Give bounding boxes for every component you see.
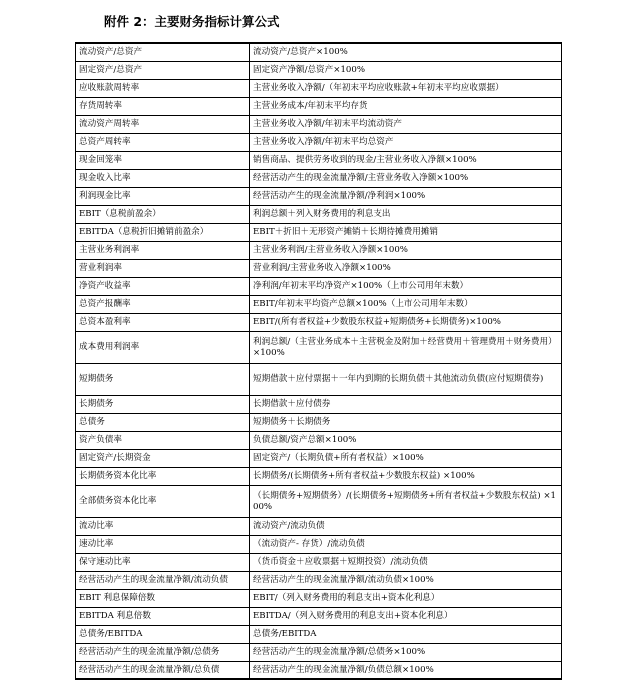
indicator-formula: 主营业务收入净额/年初末平均流动资产 (250, 115, 562, 133)
indicator-formula: 营业利润/主营业务收入净额×100% (250, 259, 562, 277)
indicator-formula: 总债务/EBITDA (250, 625, 562, 643)
table-row (76, 115, 562, 133)
indicator-formula: EBIT/（列入财务费用的利息支出+资本化利息） (250, 589, 562, 607)
table-row (76, 413, 562, 431)
indicator-formula: 经营活动产生的现金流量净额/总债务×100% (250, 643, 562, 661)
table-row (76, 553, 562, 571)
indicator-formula: 经营活动产生的现金流量净额/流动负债×100% (250, 571, 562, 589)
table-row (76, 79, 562, 97)
table-row (76, 187, 562, 205)
indicator-formula: EBIT/年初末平均资产总额×100%（上市公司用年末数） (250, 295, 562, 313)
indicator-name: 存货周转率 (76, 97, 250, 115)
table-row (76, 535, 562, 553)
indicator-name: 固定资产/总资产 (76, 61, 250, 79)
indicator-formula: 利润总额/（主营业务成本＋主营税金及附加＋经营费用＋管理费用＋财务费用）×100% (250, 331, 562, 363)
indicator-formula: 主营业务收入净额/年初末平均总资产 (250, 133, 562, 151)
indicator-name: 主营业务利润率 (76, 241, 250, 259)
formula-table-body (76, 43, 562, 679)
indicator-name: 保守速动比率 (76, 553, 250, 571)
indicator-name: 营业利润率 (76, 259, 250, 277)
indicator-formula: 固定资产净额/总资产×100% (250, 61, 562, 79)
table-row (76, 431, 562, 449)
table-row (76, 625, 562, 643)
table-row (76, 43, 562, 61)
indicator-name: 总债务 (76, 413, 250, 431)
table-row (76, 485, 562, 517)
indicator-name: EBITDA（息税折旧摊销前盈余） (76, 223, 250, 241)
indicator-formula: 固定资产/（长期负债+所有者权益）×100% (250, 449, 562, 467)
indicator-name: 长期债务 (76, 395, 250, 413)
indicator-name: 现金收入比率 (76, 169, 250, 187)
indicator-formula: 负债总额/资产总额×100% (250, 431, 562, 449)
table-row (76, 467, 562, 485)
indicator-name: 资产负债率 (76, 431, 250, 449)
table-row (76, 133, 562, 151)
indicator-name: 总债务/EBITDA (76, 625, 250, 643)
indicator-formula: 流动资产/总资产×100% (250, 43, 562, 61)
indicator-formula: 销售商品、提供劳务收到的现金/主营业务收入净额×100% (250, 151, 562, 169)
indicator-formula: 主营业务利润/主营业务收入净额×100% (250, 241, 562, 259)
table-row (76, 607, 562, 625)
indicator-name: 总资产报酬率 (76, 295, 250, 313)
table-row (76, 643, 562, 661)
indicator-formula: 短期借款＋应付票据＋一年内到期的长期负债＋其他流动负债(应付短期债券) (250, 363, 562, 395)
indicator-name: 净资产收益率 (76, 277, 250, 295)
indicator-name: 总资本盈利率 (76, 313, 250, 331)
indicator-name: 固定资产/长期资金 (76, 449, 250, 467)
indicator-formula: 长期债务/(长期债务+所有者权益+少数股东权益) ×100% (250, 467, 562, 485)
table-row (76, 313, 562, 331)
indicator-formula: 利润总额＋列入财务费用的利息支出 (250, 205, 562, 223)
indicator-name: EBIT 利息保障倍数 (76, 589, 250, 607)
indicator-formula: EBIT/(所有者权益+少数股东权益+短期债务+长期债务)×100% (250, 313, 562, 331)
indicator-formula: 短期债务＋长期债务 (250, 413, 562, 431)
indicator-formula: 净利润/年初末平均净资产×100%（上市公司用年末数） (250, 277, 562, 295)
indicator-name: 应收账款周转率 (76, 79, 250, 97)
table-row (76, 331, 562, 363)
table-row (76, 241, 562, 259)
table-row (76, 395, 562, 413)
indicator-formula: 流动资产/流动负债 (250, 517, 562, 535)
table-row (76, 449, 562, 467)
indicator-name: 短期债务 (76, 363, 250, 395)
table-row (76, 259, 562, 277)
table-row (76, 363, 562, 395)
indicator-formula: （货币资金＋应收票据＋短期投资）/流动负债 (250, 553, 562, 571)
indicator-formula: 长期借款＋应付债券 (250, 395, 562, 413)
table-row (76, 517, 562, 535)
indicator-name: 流动资产/总资产 (76, 43, 250, 61)
indicator-name: EBIT（息税前盈余） (76, 205, 250, 223)
indicator-name: 流动比率 (76, 517, 250, 535)
table-row (76, 589, 562, 607)
indicator-formula: 主营业务成本/年初末平均存货 (250, 97, 562, 115)
indicator-formula: （流动资产- 存货）/流动负债 (250, 535, 562, 553)
indicator-name: 全部债务资本化比率 (76, 485, 250, 517)
table-row (76, 223, 562, 241)
table-row (76, 97, 562, 115)
indicator-formula: EBIT＋折旧＋无形资产摊销＋长期待摊费用摊销 (250, 223, 562, 241)
indicator-formula: 经营活动产生的现金流量净额/负债总额×100% (250, 661, 562, 679)
table-row (76, 151, 562, 169)
indicator-name: 成本费用利润率 (76, 331, 250, 363)
indicator-name: 经营活动产生的现金流量净额/流动负债 (76, 571, 250, 589)
table-row (76, 205, 562, 223)
indicator-name: EBITDA 利息倍数 (76, 607, 250, 625)
indicator-formula: 主营业务收入净额/（年初末平均应收账款+年初末平均应收票据） (250, 79, 562, 97)
indicator-formula: EBITDA/（列入财务费用的利息支出+资本化利息） (250, 607, 562, 625)
indicator-name: 现金回笼率 (76, 151, 250, 169)
indicator-name: 经营活动产生的现金流量净额/总债务 (76, 643, 250, 661)
table-row (76, 571, 562, 589)
indicator-name: 长期债务资本化比率 (76, 467, 250, 485)
indicator-name: 速动比率 (76, 535, 250, 553)
indicator-formula: 经营活动产生的现金流量净额/主营业务收入净额×100% (250, 169, 562, 187)
indicator-formula: 经营活动产生的现金流量净额/净利润×100% (250, 187, 562, 205)
indicator-formula: （长期债务+短期债务）/(长期债务+短期债务+所有者权益+少数股东权益) ×100% (250, 485, 562, 517)
page-title: 附件 2：主要财务指标计算公式 (104, 14, 280, 29)
indicator-name: 经营活动产生的现金流量净额/总负债 (76, 661, 250, 679)
indicator-name: 总资产周转率 (76, 133, 250, 151)
indicator-name: 利润现金比率 (76, 187, 250, 205)
table-row (76, 61, 562, 79)
formula-table (75, 42, 562, 680)
table-row (76, 169, 562, 187)
table-row (76, 295, 562, 313)
table-row (76, 277, 562, 295)
indicator-name: 流动资产周转率 (76, 115, 250, 133)
